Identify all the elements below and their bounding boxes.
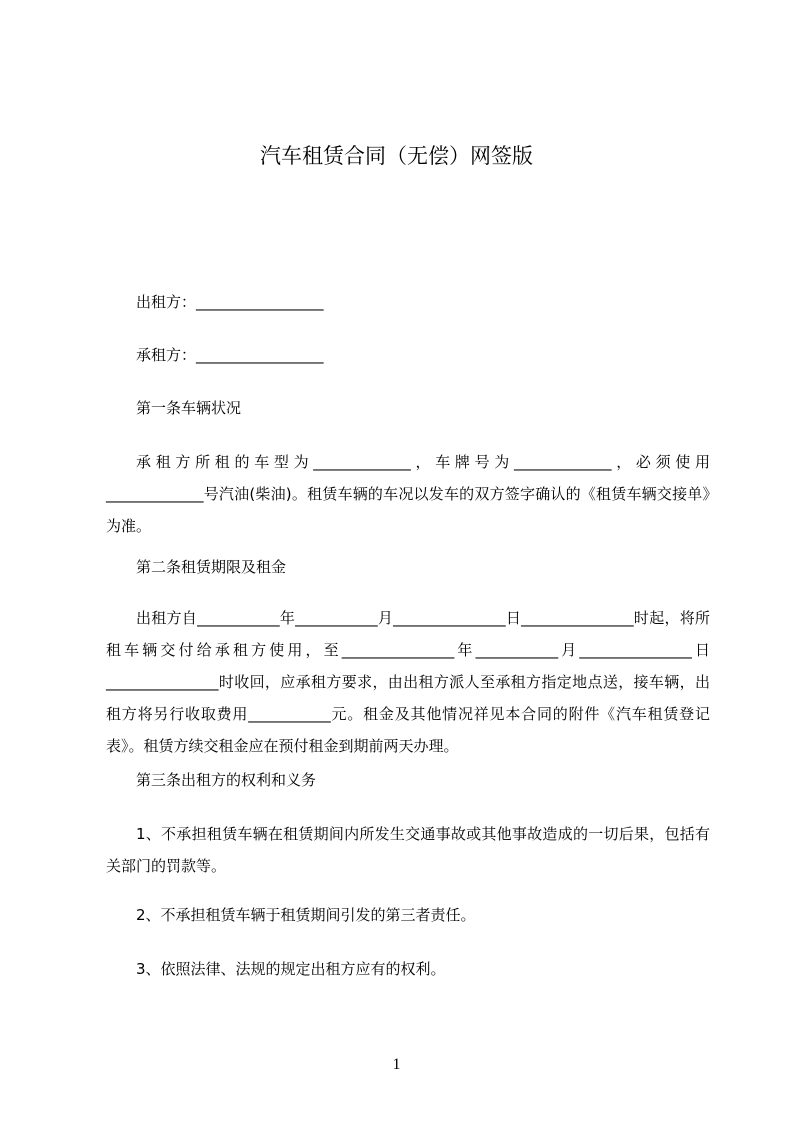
page-number: 1 bbox=[392, 1056, 401, 1073]
article3-item3: 3、依照法律、法规的规定出租方应有的权利。 bbox=[136, 960, 446, 978]
lessor-blank: _________________ bbox=[196, 293, 324, 311]
article3-item1: 1、不承担租赁车辆在租赁期间内所发生交通事故或其他事故造成的一切后果，包括有关部门的罚款等。 bbox=[106, 825, 710, 875]
article3-item2: 2、不承担租赁车辆于租赁期间引发的第三者责任。 bbox=[136, 906, 476, 924]
article3-heading: 第三条出租方的权利和义务 bbox=[136, 771, 317, 789]
lessor-label: 出租方： bbox=[136, 293, 197, 311]
article1-text: 承租方所租的车型为_____________，车牌号为_____________，必须使用_____________号汽油(柴油)。租赁车辆的车况以发车的双方签字确认的《租赁车辆交接单》为准。 bbox=[106, 453, 710, 535]
article2-heading: 第二条租赁期限及租金 bbox=[136, 558, 287, 576]
lessee-label: 承租方： bbox=[136, 346, 197, 364]
article1-heading: 第一条车辆状况 bbox=[136, 399, 242, 417]
article2-text: 出租方自___________年___________月_______________日_______________时起，将所租车辆交付给承租方使用，至_______________年___________月_______________日_______________时收回，应承租方要求，由出租方派人至承租方指定地点送，接车辆，出租方将另行收取费用___________元。租金及其他情况祥见本合同的附件《汽车租赁登记表》。租赁方续交租金应在预付租金到期前两天办理。 bbox=[106, 609, 710, 755]
lessor-line bbox=[136, 292, 324, 312]
lessee-line bbox=[136, 345, 324, 365]
lessee-blank: _________________ bbox=[196, 346, 324, 364]
document-title: 汽车租赁合同（无偿）网签版 bbox=[260, 144, 533, 168]
